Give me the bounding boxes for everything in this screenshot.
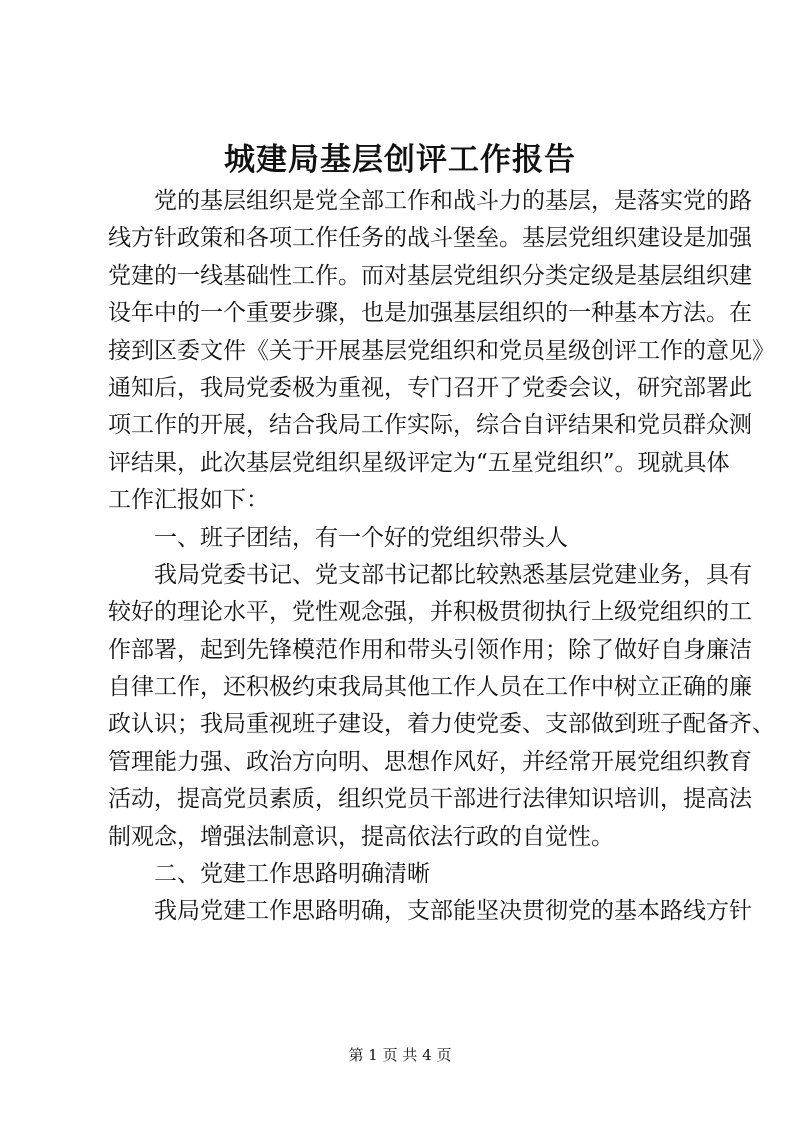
paragraph-line: 党的基层组织是党全部工作和战斗力的基层，是落实党的路 — [154, 188, 752, 214]
paragraph-line: 自律工作，还积极约束我局其他工作人员在工作中树立正确的廉 — [108, 674, 752, 701]
paragraph-line: 较好的理论水平，党性观念强，并积极贯彻执行上级党组织的工 — [108, 599, 752, 626]
paragraph-line: 作部署，起到先锋模范作用和带头引领作用；除了做好自身廉洁 — [108, 636, 752, 663]
paragraph-line: 通知后，我局党委极为重视，专门召开了党委会议，研究部署此 — [108, 374, 752, 401]
paragraph-line: 接到区委文件《关于开展基层党组织和党员星级创评工作的意见》 — [108, 337, 775, 364]
paragraph-line: 评结果，此次基层党组织星级评定为“五星党组织”。现就具体 — [108, 449, 730, 476]
paragraph-line: 工作汇报如下： — [108, 487, 269, 514]
paragraph-line: 党建的一线基础性工作。而对基层党组织分类定级是基层组织建 — [108, 262, 752, 289]
section-heading: 二、党建工作思路明确清晰 — [154, 861, 430, 888]
document-title: 城建局基层创评工作报告 — [224, 142, 576, 178]
document-body — [108, 183, 775, 931]
page-number-footer: 第 1 页 共 4 页 — [348, 1046, 452, 1064]
paragraph-line: 活动，提高党员素质，组织党员干部进行法律知识培训，提高法 — [108, 786, 752, 813]
section-heading: 一、班子团结，有一个好的党组织带头人 — [154, 524, 568, 551]
paragraph-line: 管理能力强、政治方向明、思想作风好，并经常开展党组织教育 — [108, 748, 752, 775]
paragraph-line: 政认识；我局重视班子建设，着力使党委、支部做到班子配备齐、 — [108, 711, 775, 738]
paragraph-line: 我局党委书记、党支部书记都比较熟悉基层党建业务，具有 — [154, 561, 752, 588]
paragraph-line: 项工作的开展，结合我局工作实际，综合自评结果和党员群众测 — [108, 412, 752, 439]
paragraph-line: 我局党建工作思路明确，支部能坚决贯彻党的基本路线方针 — [154, 898, 752, 925]
paragraph-line: 制观念，增强法制意识，提高依法行政的自觉性。 — [108, 823, 614, 850]
paragraph-line: 线方针政策和各项工作任务的战斗堡垒。基层党组织建设是加强 — [108, 225, 752, 252]
paragraph-line: 设年中的一个重要步骤，也是加强基层组织的一种基本方法。在 — [108, 300, 752, 327]
